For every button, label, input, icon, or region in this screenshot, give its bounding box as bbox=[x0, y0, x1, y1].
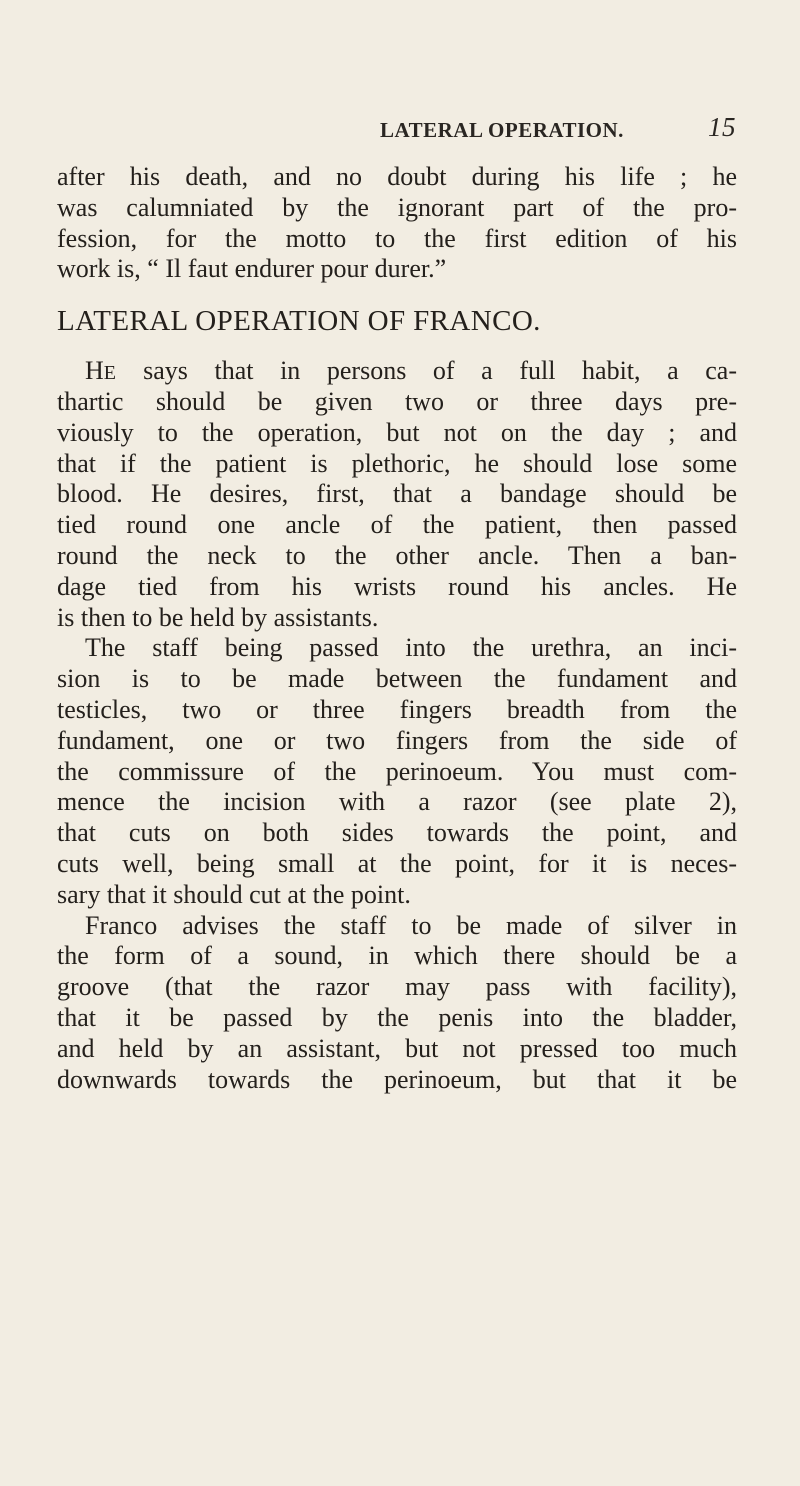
text-line: downwards towards the perinoeum, but that it be bbox=[57, 1064, 737, 1094]
small-caps-letter: E bbox=[103, 362, 117, 385]
text-line: round the neck to the other ancle. Then a ban- bbox=[57, 540, 737, 570]
text-line: sary that it should cut at the point. bbox=[57, 879, 411, 909]
initial-letter: H bbox=[85, 356, 104, 386]
page-number: 15 bbox=[708, 112, 736, 142]
text-line: work is, “ Il faut endurer pour durer.” bbox=[57, 254, 447, 284]
first-line-text: says that in persons of a full habit, a ca- bbox=[116, 356, 737, 386]
text-line: viously to the operation, but not on the day ; and bbox=[57, 417, 737, 447]
text-line: fundament, one or two fingers from the side of bbox=[57, 725, 737, 755]
paragraph-2 bbox=[57, 356, 737, 633]
text-line: was calumniated by the ignorant part of the pro- bbox=[57, 192, 737, 222]
text-line: thartic should be given two or three days pre- bbox=[57, 386, 737, 416]
paragraph-1 bbox=[57, 162, 737, 285]
text-line: that it be passed by the penis into the bladder, bbox=[57, 1002, 737, 1032]
text-line: that if the patient is plethoric, he should lose some bbox=[57, 448, 737, 478]
text-line: is then to be held by assistants. bbox=[57, 602, 379, 632]
text-line: the form of a sound, in which there should be a bbox=[57, 941, 737, 971]
text-line: sion is to be made between the fundament and bbox=[57, 664, 737, 694]
text-line: groove (that the razor may pass with facility), bbox=[57, 972, 737, 1002]
text-line: mence the incision with a razor (see plate 2), bbox=[57, 787, 737, 817]
text-line: dage tied from his wrists round his ancles. He bbox=[57, 571, 737, 601]
text-line: the commissure of the perinoeum. You must com- bbox=[57, 756, 737, 786]
text-line: cuts well, being small at the point, for it is neces- bbox=[57, 848, 737, 878]
text-line bbox=[57, 356, 737, 387]
text-line: that cuts on both sides towards the point, and bbox=[57, 818, 737, 848]
paragraph-3 bbox=[57, 633, 737, 910]
section-heading: LATERAL OPERATION OF FRANCO. bbox=[57, 305, 541, 338]
text-line: after his death, and no doubt during his life ; he bbox=[57, 162, 737, 191]
text-line: blood. He desires, first, that a bandage should be bbox=[57, 479, 737, 509]
body-text bbox=[57, 162, 737, 1095]
text-line: Franco advises the staff to be made of silver in bbox=[85, 910, 737, 940]
text-line: fession, for the motto to the first edition of his bbox=[57, 223, 737, 253]
text-line: testicles, two or three fingers breadth from the bbox=[57, 694, 737, 724]
text-line: The staff being passed into the urethra, an inci- bbox=[85, 633, 737, 663]
running-head-title: LATERAL OPERATION. bbox=[380, 118, 624, 142]
paragraph-4 bbox=[57, 911, 737, 1096]
text-line: and held by an assistant, but not pressed too much bbox=[57, 1033, 737, 1063]
text-line: tied round one ancle of the patient, then passed bbox=[57, 510, 737, 540]
